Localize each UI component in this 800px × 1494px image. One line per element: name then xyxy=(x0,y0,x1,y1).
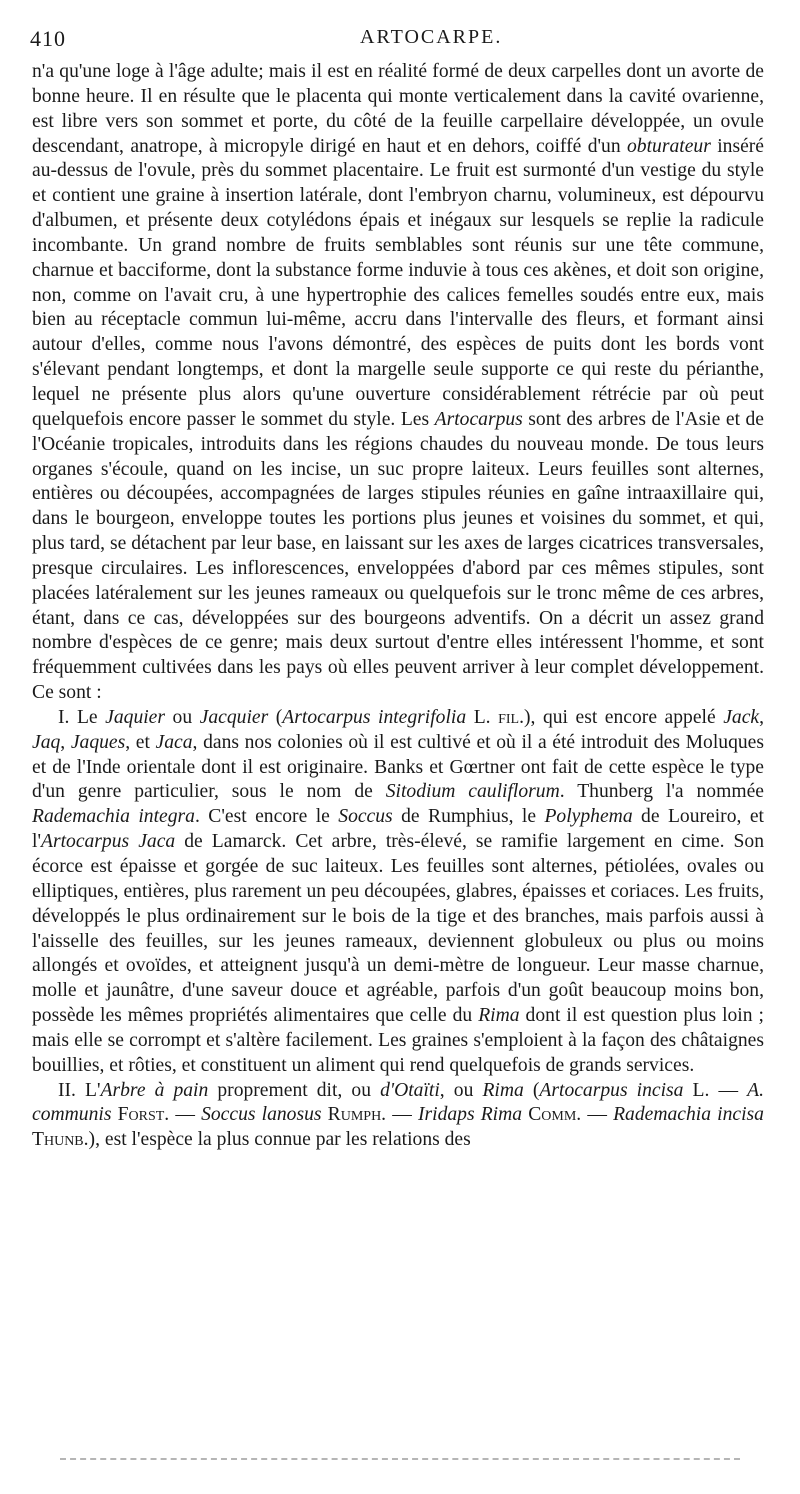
page-header xyxy=(30,26,770,56)
italic-term: Polyphema xyxy=(544,806,633,828)
text-run: L. — xyxy=(683,1079,748,1101)
paragraph xyxy=(32,60,764,706)
text-run: I. Le xyxy=(58,706,106,728)
text-run: de Lamarck. Cet arbre, très-élevé, se ramifie largement en cime. Son écorce est épaisse et gorgée de suc laiteux. Les feuilles sont alternes, pétiolées, ovales ou elliptiques, entières, plus rarement un peu découpées, glabres, épaisses et coriaces. Les fruits, développés le plus ordinairement sur le bois de la tige et des branches, mais parfois aussi à l'aisselle des feuilles, sur les jeunes rameaux, deviennent globuleux ou plus ou moins allongés et ovoïdes, et atteignent jusqu'à un demi-mètre de longueur. Leur masse charnue, molle et jaunâtre, d'une saveur douce et agréable, parfois d'un goût beaucoup moins bon, possède les mêmes propriétés alimentaires que celle du xyxy=(32,831,765,1027)
text-run: . C'est encore le xyxy=(194,806,339,828)
italic-term: A. communis xyxy=(32,1079,764,1126)
paragraph xyxy=(32,1079,764,1154)
italic-term: Artocarpus integrifolia xyxy=(282,706,467,728)
author-abbrev: Thunb. xyxy=(32,1129,89,1151)
italic-term: Iridaps Rima xyxy=(417,1104,523,1126)
text-run: n'a qu'une loge à l'âge adulte; mais il est en réalité formé de deux carpelles dont un avorte de bonne heure. Il en résulte que le placenta qui monte verticalement dans la cavité ovarienne, est libre vers son sommet et porte, du côté de la feuille carpellaire développée, un ovule descendant, anatrope, à micropyle dirigé en haut et en dehors, coiffé d'un xyxy=(32,61,764,157)
author-abbrev: Comm. xyxy=(528,1104,582,1126)
italic-term: d'Otaïti xyxy=(380,1079,440,1101)
text-run: sont des arbres de l'Asie et de l'Océanie tropicales, introduits dans les régions chaudes du nouveau monde. De tous leurs organes s'écoule, quand on les incise, un suc propre laiteux. Leurs feuilles sont alternes, entières ou découpées, accompagnées de larges stipules réunies en gaîne intraaxillaire qui, dans le bourgeon, enveloppe toutes les portions plus jeunes et voisines du sommet, et qui, plus tard, se détachent par leur base, en laissant sur les axes de larges cicatrices transversales, presque circulaires. Les inflorescences, enveloppées d'abord par ces mêmes stipules, sont placées latéralement sur les jeunes rameaux ou quelquefois sur le tronc même de ces arbres, étant, dans ce cas, développées sur des bourgeons adventifs. On a décrit un assez grand nombre d'espèces de ce genre; mais deux surtout d'entre elles intéressent l'homme, et sont fréquemment cultivées dans les pays où elles peuvent arriver à leur complet développement. Ce sont : xyxy=(32,408,765,704)
text-run: ou xyxy=(165,706,200,728)
text-run: inséré au-dessus de l'ovule, près du sommet placentaire. Le fruit est surmonté d'un vestige du style et contient une graine à insertion latérale, dont l'embryon charnu, volumineux, est dépourvu d'albumen, et présente deux cotylédons épais et inégaux sur lesquels se replie la radicule incombante. Un grand nombre de fruits semblables sont réunis sur une tête commune, charnue et bacciforme, dont la substance forme induvie à tous ces akènes, et doit son origine, non, comme on l'avait cru, à une hypertrophie des calices femelles soudés entre eux, mais bien au réceptacle commun lui-même, accru dans l'intervalle des fleurs, et formant ainsi autour d'elles, comme nous l'avons démontré, des espèces de puits dont les bords vont s'élevant pendant longtemps, et dont la margelle seule supporte ce qui reste du périanthe, lequel ne présente plus alors qu'une ouverture considérablement rétrécie par où peut quelquefois encore passer le sommet du style. Les xyxy=(32,135,764,430)
text-run: , et xyxy=(125,731,156,753)
author-abbrev: Rumph. xyxy=(327,1104,387,1126)
italic-term: Artocarpus incisa xyxy=(539,1079,684,1101)
italic-term: Jaques xyxy=(70,731,126,753)
italic-term: Soccus xyxy=(338,806,393,828)
footer-rule xyxy=(60,1458,740,1460)
italic-term: Rademachia integra xyxy=(32,806,195,828)
italic-term: Artocarpus xyxy=(434,408,523,430)
italic-term: Rima xyxy=(482,1079,524,1101)
italic-term: Jacquier xyxy=(199,706,269,728)
italic-term: Rademachia incisa xyxy=(613,1104,764,1126)
italic-term: Sitodium cauliflorum xyxy=(385,781,560,803)
text-run: ( xyxy=(523,1079,540,1101)
italic-term: Soccus lanosus xyxy=(201,1104,322,1126)
italic-term: obturateur xyxy=(627,135,711,157)
text-run: proprement dit, ou xyxy=(208,1079,381,1101)
text-run: , xyxy=(60,731,71,753)
text-run: , dans nos colonies où il est cultivé et où il a été introduit des Moluques et de l'Inde orientale dont il est originaire. Banks et Gœrtner ont fait de cette espèce le type d'un genre particulier, sous le nom de xyxy=(32,731,764,803)
text-run: ), est l'espèce la plus connue par les relations des xyxy=(88,1129,471,1151)
italic-term: Rima xyxy=(478,1005,520,1027)
text-run: — xyxy=(581,1104,614,1126)
text-run: , ou xyxy=(439,1079,483,1101)
text-run: de Loureiro, et l' xyxy=(32,806,764,853)
paragraph xyxy=(32,706,764,1079)
author-abbrev: fil. xyxy=(498,706,524,728)
text-run: , xyxy=(759,706,764,728)
text-run: de Rumphius, le xyxy=(392,806,545,828)
italic-term: Jaquier xyxy=(105,706,166,728)
italic-term: Jaq xyxy=(32,731,61,753)
text-run: — xyxy=(169,1104,202,1126)
text-run: L. xyxy=(466,706,499,728)
text-run: dont il est question plus loin ; mais elle se corrompt et s'altère facilement. Les graines s'emploient à la façon des châtaignes bouillies, et rôties, et constituent un aliment qui rend quelquefois de grands services. xyxy=(32,1005,764,1076)
text-run: ( xyxy=(268,706,283,728)
text-run: II. L' xyxy=(58,1079,101,1101)
body-text xyxy=(32,60,764,1153)
italic-term: Jack xyxy=(723,706,760,728)
text-run: — xyxy=(386,1104,418,1126)
running-title: ARTOCARPE. xyxy=(360,26,503,48)
italic-term: Artocarpus Jaca xyxy=(40,831,176,853)
italic-term: Jaca xyxy=(155,731,193,753)
author-abbrev: Forst. xyxy=(117,1104,170,1126)
italic-term: Arbre à pain xyxy=(100,1079,209,1101)
text-run: ), qui est encore appelé xyxy=(524,706,724,728)
page-number: 410 xyxy=(30,26,66,51)
text-run: . Thunberg l'a nommée xyxy=(559,781,764,803)
